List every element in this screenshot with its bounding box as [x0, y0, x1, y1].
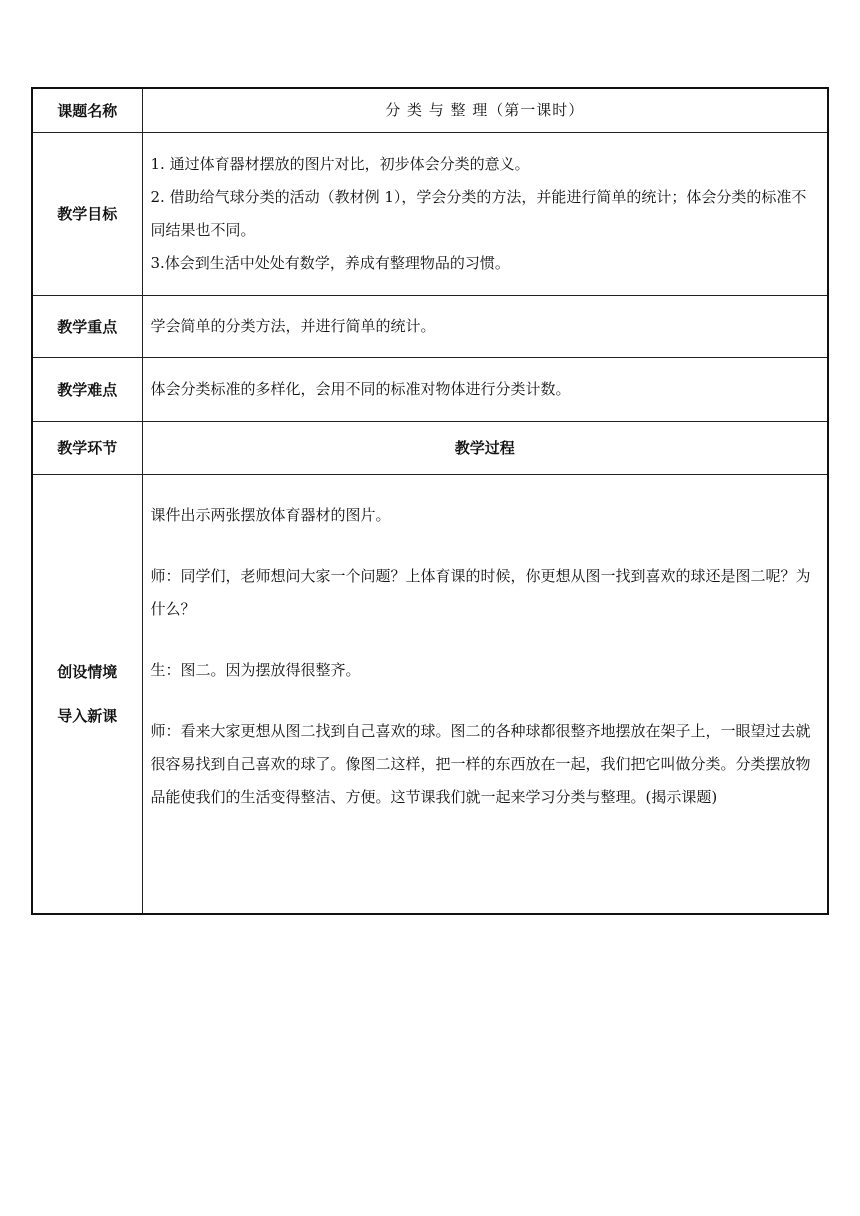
- goal-item: 3.体会到生活中处处有数学，养成有整理物品的习惯。: [150, 253, 510, 272]
- intro-paragraph: 师：同学们，老师想问大家一个问题？上体育课的时候，你更想从图一找到喜欢的球还是图二呢？为什么？: [150, 566, 811, 618]
- title-label: 课题名称: [32, 88, 142, 132]
- difficulties-content: 体会分类标准的多样化，会用不同的标准对物体进行分类计数。: [142, 357, 828, 421]
- difficulties-label: 教学难点: [32, 357, 142, 421]
- intro-label-line-2: 导入新课: [57, 706, 118, 725]
- key-points-content: 学会简单的分类方法，并进行简单的统计。: [142, 295, 828, 357]
- goals-row: [32, 132, 828, 295]
- step-label: 教学环节: [32, 421, 142, 474]
- intro-paragraph: 师：看来大家更想从图二找到自己喜欢的球。图二的各种球都很整齐地摆放在架子上，一眼望过去就很容易找到自己喜欢的球了。像图二这样，把一样的东西放在一起，我们把它叫做分类。分类摆放物品能使我们的生活变得整洁、方便。这节课我们就一起来学习分类与整理。(揭示课题): [150, 721, 811, 806]
- difficulties-row: [32, 357, 828, 421]
- title-row: [32, 88, 828, 132]
- intro-paragraph: 生：图二。因为摆放得很整齐。: [150, 660, 361, 679]
- goal-item: 2. 借助给气球分类的活动（教材例 1），学会分类的方法，并能进行简单的统计；体会分类的标准不同结果也不同。: [150, 187, 807, 239]
- lesson-plan-table: [31, 87, 829, 915]
- goals-content: [142, 132, 828, 295]
- process-heading: 教学过程: [142, 421, 828, 474]
- step-header-row: [32, 421, 828, 474]
- key-points-label: 教学重点: [32, 295, 142, 357]
- goal-item: 1. 通过体育器材摆放的图片对比，初步体会分类的意义。: [150, 154, 530, 173]
- intro-content: [142, 474, 828, 914]
- lesson-title: 分 类 与 整 理（第一课时）: [142, 88, 828, 132]
- intro-row: [32, 474, 828, 914]
- intro-label-line-1: 创设情境: [57, 662, 118, 681]
- intro-label: [32, 474, 142, 914]
- key-points-row: [32, 295, 828, 357]
- intro-paragraph: 课件出示两张摆放体育器材的图片。: [150, 505, 391, 524]
- goals-label: 教学目标: [32, 132, 142, 295]
